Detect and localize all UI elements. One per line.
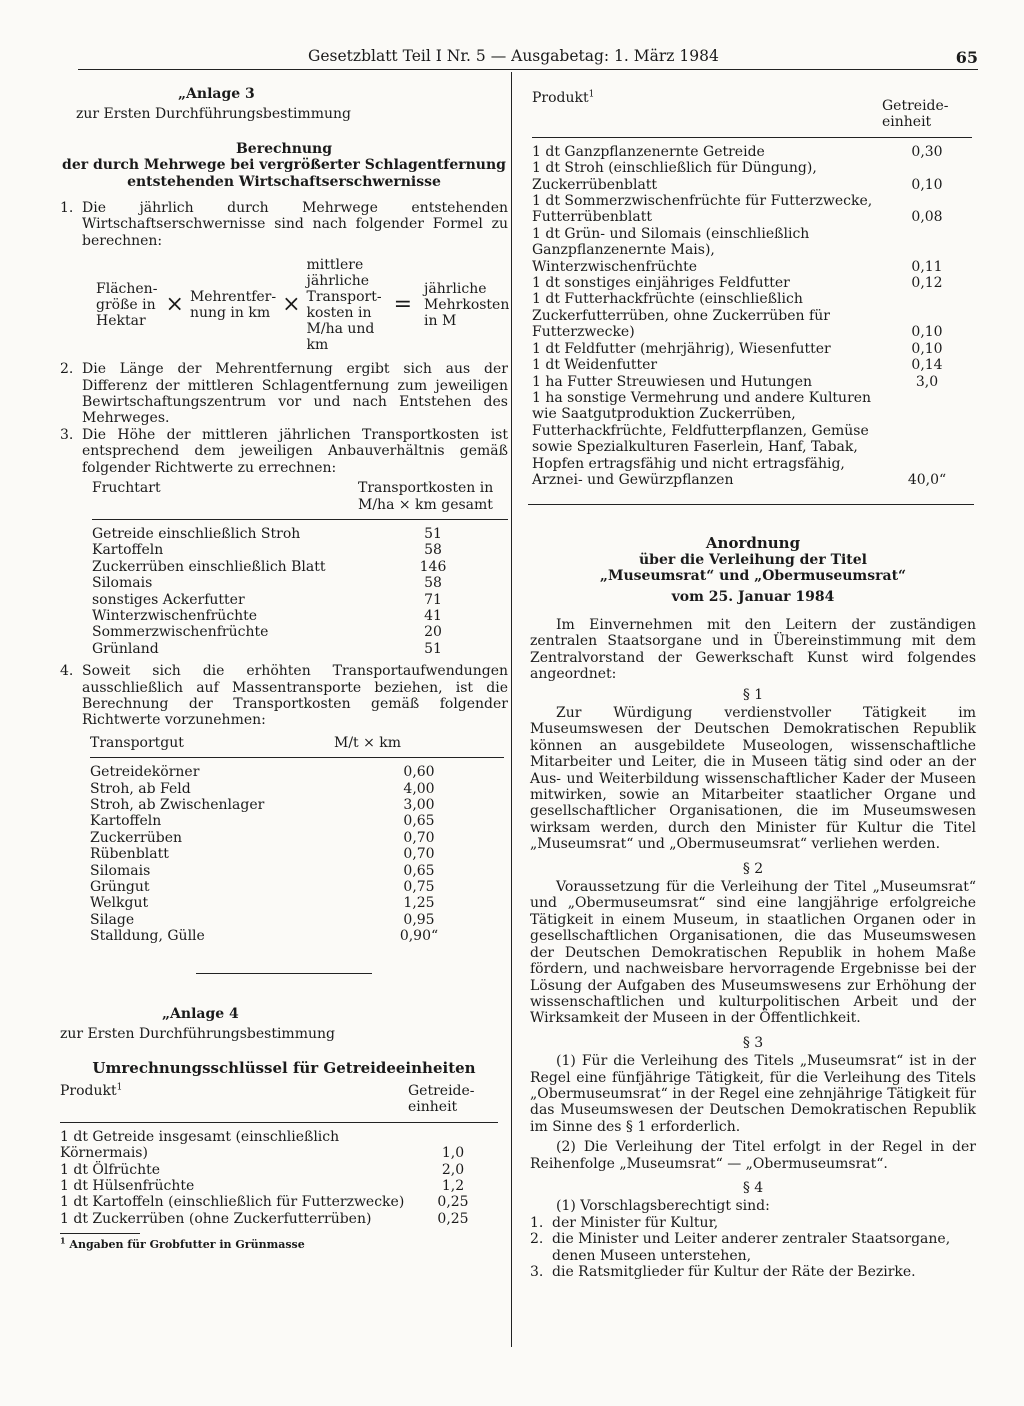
table-row (532, 341, 972, 357)
anlage3-subtitle: zur Ersten Durchführungsbestimmung (76, 106, 351, 123)
row-label: 1 dt Ölfrüchte (60, 1161, 161, 1178)
times-icon: × (165, 292, 184, 318)
table-row (60, 1162, 498, 1178)
anlage4-title: Umrechnungsschlüssel für Getreideeinheiten (92, 1059, 476, 1078)
table-row (90, 781, 504, 797)
anordnung-date: vom 25. Januar 1984 (671, 588, 835, 605)
page-number: 65 (955, 48, 978, 67)
formula-result: jährliche Mehrkosten in M (424, 281, 510, 330)
row-value: 3,00 (403, 797, 435, 813)
table-row (90, 830, 504, 846)
row-value: 1,25 (403, 895, 435, 912)
grain-unit-table-left (60, 1083, 498, 1227)
page-header (78, 48, 978, 72)
table-row (92, 592, 508, 608)
table-row (60, 1122, 498, 1161)
row-value: 40,0“ (907, 471, 947, 488)
anlage3-item-4: 4. Soweit sich die erhöhten Transportaufwendungen ausschließlich auf Massentransporte beziehen, ist die Berechnung der Transportkosten gemäß folgender Richtwerte vorzunehmen: (60, 663, 508, 729)
row-value: 1,0 (441, 1145, 465, 1162)
row-label: 1 dt Futterhackfrüchte (einschließlich Zuckerfutterrüben, ohne Zuckerrüben für Futterzwecke) (532, 291, 830, 341)
mass-transport-table (90, 735, 504, 945)
table-row (90, 797, 504, 813)
row-label: Grüngut (90, 879, 150, 896)
row-value: 0,14 (911, 357, 943, 374)
table-header: M/t × km (334, 735, 504, 758)
table-header: Produkt$^1$ (60, 1083, 408, 1122)
anlage3-item-2: 2. Die Länge der Mehrentfernung ergibt sich aus der Differenz der mittleren Schlagentfernung zum jeweiligen Bewirtschaftungszentrum vor und nach Entstehen des Mehrweges. (60, 361, 508, 427)
table-row (90, 879, 504, 895)
anlage3-title-1: Berechnung (235, 140, 333, 157)
table-row (532, 226, 972, 275)
row-label: Getreidekörner (90, 764, 200, 781)
grain-unit-table-right (532, 86, 972, 488)
right-column (512, 86, 976, 1280)
table-row (92, 641, 508, 657)
row-label: 1 dt Stroh (einschließlich für Düngung), Zuckerrübenblatt (532, 160, 817, 193)
anlage3-title-3: entstehenden Wirtschaftserschwernisse (127, 173, 441, 190)
row-label: 1 dt Sommerzwischenfrüchte für Futterzwecke, Futterrübenblatt (532, 193, 873, 226)
table-row (92, 542, 508, 558)
row-label: 1 ha sonstige Vermehrung und andere Kulturen wie Saatgutproduktion Zuckerrüben, Futterhackfrüchte, Feldfutterpflanzen, Gemüse sowie Spezialkulturen Faserlein, Hanf, Tabak, Hopfen ertragsfähig und nicht ertragsfähig, Arznei- und Gewürzpflanzen (532, 389, 872, 488)
table-row (92, 519, 508, 542)
row-value: 0,10 (911, 340, 943, 357)
anordnung-intro: Im Einvernehmen mit den Leitern der zuständigen zentralen Staatsorgane und in Übereinstimmung mit dem Zentralvorstand der Gewerkschaft Kunst wird folgendes angeordnet: (530, 616, 976, 683)
section-rule (528, 504, 974, 505)
row-label: Silomais (92, 575, 153, 592)
anlage3-title-2: der durch Mehrwege bei vergrößerter Schlagentfernung (62, 157, 506, 174)
row-value: 0,10 (911, 324, 943, 341)
row-label: Zuckerrüben einschließlich Blatt (92, 558, 326, 575)
row-value: 41 (424, 607, 442, 624)
transport-cost-table (92, 480, 508, 657)
table-row (532, 275, 972, 291)
row-label: Stroh, ab Feld (90, 780, 191, 797)
section-rule (196, 973, 372, 974)
row-label: 1 dt Feldfutter (mehrjährig), Wiesenfutter (532, 340, 831, 357)
row-label: Stalldung, Gülle (90, 928, 205, 945)
footnote: $^1$ Angaben für Grobfutter in Grünmasse (60, 1235, 305, 1252)
table-row (532, 374, 972, 390)
row-label: Zuckerrüben (90, 829, 183, 846)
header-text: Gesetzblatt Teil I Nr. 5 — Ausgabetag: 1. März 1984 (308, 47, 719, 65)
table-row (532, 390, 972, 488)
section-4-title: § 4 (742, 1179, 764, 1196)
table-row (532, 357, 972, 373)
row-value: 146 (419, 558, 447, 575)
row-value: 71 (424, 591, 442, 608)
row-value: 20 (424, 624, 442, 641)
anlage3-item-1: 1. Die jährlich durch Mehrwege entstehenden Wirtschaftserschwernisse sind nach folgender Formel zu berechnen: (60, 200, 508, 249)
row-value: 0,90“ (399, 928, 439, 945)
table-row (532, 137, 972, 160)
section-4-list (530, 1215, 976, 1281)
table-row (60, 1211, 498, 1227)
table-row (532, 193, 972, 226)
row-value: 51 (424, 640, 442, 657)
row-label: Welkgut (90, 895, 149, 912)
row-label: 1 dt sonstiges einjähriges Feldfutter (532, 275, 790, 292)
row-label: 1 dt Hülsenfrüchte (60, 1177, 195, 1194)
row-label: Kartoffeln (92, 542, 164, 559)
section-3-title: § 3 (742, 1034, 764, 1051)
table-header: Produkt$^1$ (532, 86, 882, 137)
table-row (90, 758, 504, 781)
table-row (60, 1178, 498, 1194)
header-rule (78, 69, 978, 70)
row-value: 3,0 (915, 373, 939, 390)
table-row (90, 813, 504, 829)
table-row (532, 291, 972, 340)
row-label: Kartoffeln (90, 813, 162, 830)
table-header: Transportgut (90, 735, 334, 758)
row-value: 0,11 (911, 258, 943, 275)
anordnung-title-3: „Museumsrat“ und „Obermuseumsrat“ (599, 568, 907, 585)
anordnung-title: Anordnung (705, 534, 801, 553)
table-row (90, 863, 504, 879)
table-header: Getreide- einheit (408, 1083, 498, 1122)
row-value: 0,60 (403, 764, 435, 781)
row-label: Winterzwischenfrüchte (92, 607, 258, 624)
table-row (90, 928, 504, 944)
anordnung-title-2: über die Verleihung der Titel (639, 551, 867, 568)
formula-term-area: Flächen- größe in Hektar (96, 281, 158, 330)
row-label: Stroh, ab Zwischenlager (90, 797, 265, 813)
anlage3-label: „Anlage 3 (178, 86, 255, 102)
list-item: 3. die Ratsmitglieder für Kultur der Räte der Bezirke. (530, 1264, 916, 1280)
row-label: Grünland (92, 640, 159, 657)
times-icon: × (282, 292, 301, 318)
table-header: Transportkosten in M/ha × km gesamt (358, 480, 508, 519)
table-row (92, 575, 508, 591)
row-label: 1 dt Weidenfutter (532, 357, 658, 374)
table-row (92, 624, 508, 640)
row-label: 1 dt Kartoffeln (einschließlich für Futterzwecke) (60, 1194, 405, 1211)
section-1-text: Zur Würdigung verdienstvoller Tätigkeit im Museumswesen der Deutschen Demokratischen Republik können an ausgebildete Museologen, wissenschaftliche Mitarbeiter und Leiter, die in Museen tätig sind oder an der Aus- und Weiterbildung wissenschaftlicher Kader der Museen mitwirken, sowie an Mitarbeiter staatlicher Organe und gesellschaftlicher Organisationen, die im Museumswesen wirksam werden, durch den Minister für Kultur die Titel „Museumsrat“ und „Obermuseumsrat“ verliehen werden. (530, 705, 976, 853)
row-value: 0,65 (403, 862, 435, 879)
table-row (90, 895, 504, 911)
formula (96, 257, 508, 353)
row-label: sonstiges Ackerfutter (92, 591, 245, 608)
anlage4-subtitle: zur Ersten Durchführungsbestimmung (60, 1026, 335, 1043)
row-label: Silomais (90, 862, 151, 879)
row-value: 0,25 (437, 1194, 469, 1211)
anlage4-label: „Anlage 4 (162, 1005, 239, 1022)
table-row (92, 608, 508, 624)
row-value: 0,10 (911, 176, 943, 193)
section-3-para-1: (1) Für die Verleihung des Titels „Museumsrat“ ist in der Regel eine fünfjährige Tätigkeit, für die Verleihung des Titels „Obermuseumsrat“ in der Regel eine zehnjährige Tätigkeit für das Museumswesen der Deutschen Demokratischen Republik im Sinne des § 1 erforderlich. (530, 1053, 976, 1135)
section-4-intro: (1) Vorschlagsberechtigt sind: (556, 1198, 770, 1215)
equals-icon: = (393, 292, 412, 318)
row-value: 0,12 (911, 275, 943, 292)
row-value: 0,30 (911, 143, 943, 160)
list-item: 1. der Minister für Kultur, (530, 1214, 719, 1231)
row-value: 0,75 (403, 879, 435, 896)
row-label: Sommerzwischenfrüchte (92, 624, 269, 641)
section-3-para-2: (2) Die Verleihung der Titel erfolgt in der Regel in der Reihenfolge „Museumsrat“ — „Obermuseumsrat“. (530, 1139, 976, 1172)
row-label: Rübenblatt (90, 846, 169, 863)
row-value: 0,70 (403, 846, 435, 863)
table-header: Getreide- einheit (882, 86, 972, 137)
row-value: 0,25 (437, 1210, 469, 1227)
section-2-title: § 2 (742, 860, 764, 877)
left-column (60, 86, 508, 1251)
row-value: 2,0 (441, 1161, 465, 1178)
row-label: 1 dt Zuckerrüben (ohne Zuckerfutterrüben) (60, 1210, 372, 1227)
table-row (90, 912, 504, 928)
row-value: 0,08 (911, 209, 943, 226)
row-value: 1,2 (441, 1177, 465, 1194)
row-label: 1 dt Grün- und Silomais (einschließlich Ganzpflanzenernte Mais), Winterzwischenfrüchte (532, 225, 810, 275)
row-label: 1 dt Ganzpflanzenernte Getreide (532, 143, 765, 160)
row-value: 0,65 (403, 813, 435, 830)
row-value: 58 (424, 542, 442, 559)
row-label: 1 ha Futter Streuwiesen und Hutungen (532, 373, 813, 390)
formula-term-distance: Mehrentfer- nung in km (189, 289, 277, 322)
table-row (532, 160, 972, 193)
row-value: 58 (424, 575, 442, 592)
row-value: 51 (424, 525, 442, 542)
row-label: Silage (90, 911, 135, 928)
list-item: 2. die Minister und Leiter anderer zentraler Staatsorgane, denen Museen unterstehen, (530, 1231, 951, 1264)
table-row (92, 559, 508, 575)
row-value: 4,00 (403, 780, 435, 797)
row-label: Getreide einschließlich Stroh (92, 525, 301, 542)
anlage3-item-3: 3. Die Höhe der mittleren jährlichen Transportkosten ist entsprechend dem jeweiligen Anbauverhältnis gemäß folgender Richtwerte zu errechnen: (60, 426, 508, 476)
table-row (60, 1194, 498, 1210)
section-1-title: § 1 (742, 686, 764, 703)
section-2-text: Voraussetzung für die Verleihung der Titel „Museumsrat“ und „Obermuseumsrat“ sind eine langjährige erfolgreiche Tätigkeit in einem Museum, in staatlichen Organen oder in gesellschaftlichen Organisationen, die das Museumswesen der Deutschen Demokratischen Republik in hohem Maße fördern, und nachweisbare hervorragende Ergebnisse bei der Lösung der Aufgaben des Museumswesens zur Erhöhung der wissenschaftlichen und kulturpolitischen Arbeit und der Wirksamkeit der Museen in der Öffentlichkeit. (530, 879, 976, 1027)
row-label: 1 dt Getreide insgesamt (einschließlich Körnermais) (60, 1128, 340, 1162)
row-value: 0,95 (403, 911, 435, 928)
table-header: Fruchtart (92, 480, 358, 519)
footnote-rule (60, 1233, 140, 1234)
row-value: 0,70 (403, 829, 435, 846)
formula-term-cost: mittlere jährliche Transport- kosten in M/ha und km (306, 257, 382, 354)
table-row (90, 846, 504, 862)
